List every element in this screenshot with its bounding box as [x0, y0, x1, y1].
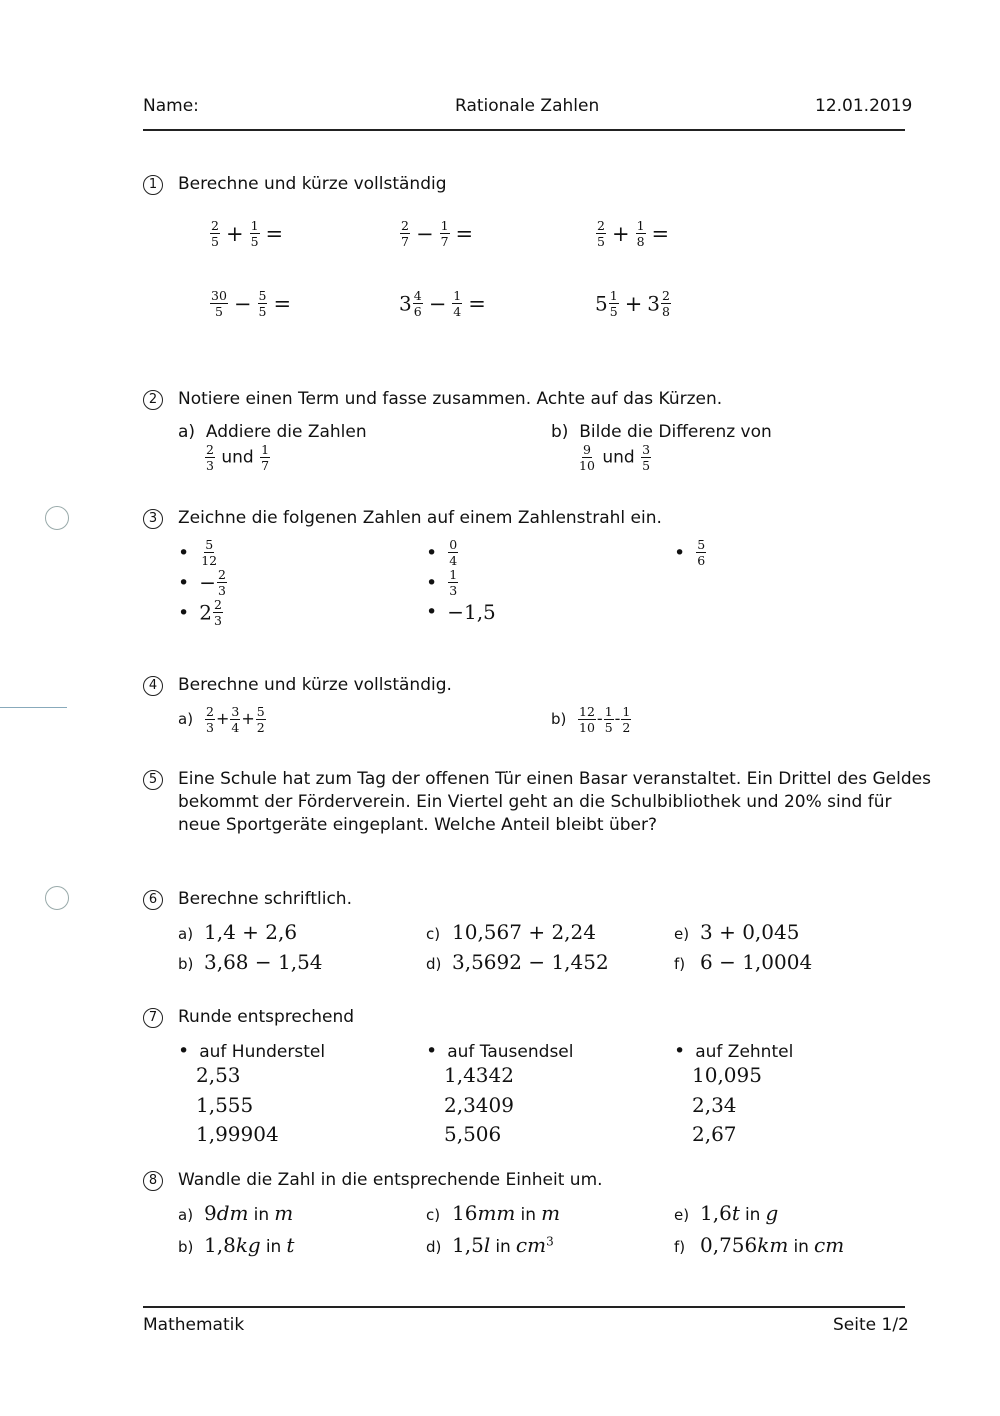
fraction: $\frac{4}{6}$ — [413, 288, 422, 320]
task-7-col-1-value: 1,99904 — [196, 1122, 279, 1146]
fraction: $\frac{2}{5}$ — [211, 218, 219, 250]
task-6-instruction: Berechne schriftlich. — [178, 889, 352, 909]
fraction: $\frac{5}{12}$ — [201, 537, 218, 569]
list-item: • $\frac{0}{4}$ — [426, 537, 458, 569]
task-8f: f) 0,756km in cm — [674, 1233, 845, 1257]
task-8a: a) 9dm in m — [178, 1201, 294, 1225]
task-4-instruction: Berechne und kürze vollständig. — [178, 675, 452, 695]
fraction: $\frac{1}{3}$ — [449, 567, 458, 599]
task-8e: e) 1,6t in g — [674, 1201, 779, 1225]
footer-divider — [143, 1306, 905, 1308]
task-4a: a) $\frac{2}{3}$ + $\frac{3}{4}$ + $\frac{5}{2}$ — [178, 704, 265, 736]
list-item: • $\frac{1}{3}$ — [426, 567, 458, 599]
task-7-col-2-value: 1,4342 — [444, 1063, 514, 1087]
task-7-col-3-value: 2,67 — [692, 1122, 737, 1146]
fraction: $\frac{9}{10}$ — [579, 442, 595, 474]
fraction: $\frac{1}{4}$ — [453, 288, 462, 320]
header-date: 12.01.2019 — [815, 96, 913, 116]
task-number-3: 3 — [143, 509, 163, 529]
fraction: $\frac{12}{10}$ — [579, 704, 595, 736]
task-number-8: 8 — [143, 1171, 163, 1191]
task-2b: b) Bilde die Differenz von — [551, 422, 772, 442]
task-6c: c) 10,567 + 2,24 — [426, 920, 596, 944]
task-3-instruction: Zeichne die folgenen Zahlen auf einem Zahlenstrahl ein. — [178, 508, 662, 528]
task-5-line-3: neue Sportgeräte eingeplant. Welche Anteil bleibt über? — [178, 815, 658, 835]
punch-hole-bottom — [45, 886, 69, 910]
footer-subject: Mathematik — [143, 1315, 245, 1335]
task-7-col-3-value: 2,34 — [692, 1093, 737, 1117]
task-number-2: 2 — [143, 390, 163, 410]
fraction: $\frac{2}{7}$ — [401, 218, 409, 250]
task-6f: f) 6 − 1,0004 — [674, 950, 813, 974]
fraction: $\frac{2}{3}$ — [217, 567, 226, 599]
expr-1d: $\frac{30}{5}$ − $\frac{5}{5}$ = — [211, 288, 292, 320]
punch-hole-top — [45, 506, 69, 530]
footer-page: Seite 1/2 — [833, 1315, 909, 1335]
fraction: $\frac{2}{3}$ — [206, 442, 214, 474]
task-2a-numbers: $\frac{2}{3}$ und $\frac{1}{7}$ — [206, 442, 270, 474]
expr-1e: 3 $\frac{4}{6}$ − $\frac{1}{4}$ = — [399, 288, 486, 320]
task-7-col-2-heading: • auf Tausendsel — [426, 1040, 574, 1062]
fraction: $\frac{1}{5}$ — [609, 288, 618, 320]
task-number-7: 7 — [143, 1008, 163, 1028]
fraction: $\frac{2}{3}$ — [213, 597, 222, 629]
task-2-instruction: Notiere einen Term und fasse zusammen. Achte auf das Kürzen. — [178, 389, 723, 409]
task-7-instruction: Runde entsprechend — [178, 1007, 355, 1027]
header-divider — [143, 129, 905, 131]
fraction: $\frac{3}{4}$ — [231, 704, 240, 736]
list-item: • $\frac{5}{12}$ — [178, 537, 218, 569]
task-number-4: 4 — [143, 676, 163, 696]
task-number-5: 5 — [143, 770, 163, 790]
fraction: $\frac{1}{2}$ — [622, 704, 631, 736]
task-2a: a) Addiere die Zahlen — [178, 422, 367, 442]
task-7-col-3-heading: • auf Zehntel — [674, 1040, 794, 1062]
task-number-1: 1 — [143, 175, 163, 195]
task-6b: b) 3,68 − 1,54 — [178, 950, 323, 974]
task-8d: d) 1,5l in $cm^3$ — [426, 1233, 554, 1257]
fraction: $\frac{5}{6}$ — [697, 537, 706, 569]
task-6d: d) 3,5692 − 1,452 — [426, 950, 609, 974]
task-1-instruction: Berechne und kürze vollständig — [178, 174, 447, 194]
fold-mark — [0, 707, 67, 708]
fraction: $\frac{1}{8}$ — [636, 218, 645, 250]
list-item: • − $\frac{2}{3}$ — [178, 567, 226, 599]
fraction: $\frac{1}{7}$ — [440, 218, 449, 250]
fraction: $\frac{1}{7}$ — [261, 442, 270, 474]
task-8b: b) 1,8kg in t — [178, 1233, 295, 1257]
task-5-line-1: Eine Schule hat zum Tag der offenen Tür einen Basar veranstaltet. Ein Drittel des Geldes — [178, 769, 931, 789]
task-7-col-1-value: 1,555 — [196, 1093, 254, 1117]
task-8c: c) 16mm in m — [426, 1201, 561, 1225]
task-4b: b) $\frac{12}{10}$ - $\frac{1}{5}$ - $\frac{1}{2}$ — [551, 704, 631, 736]
task-2b-numbers: $\frac{9}{10}$ und $\frac{3}{5}$ — [579, 442, 651, 474]
header-title: Rationale Zahlen — [455, 96, 600, 116]
task-number-6: 6 — [143, 890, 163, 910]
fraction: $\frac{2}{8}$ — [662, 288, 670, 320]
task-7-col-2-value: 2,3409 — [444, 1093, 514, 1117]
list-item: • −1,5 — [426, 600, 496, 624]
list-item: • 2 $\frac{2}{3}$ — [178, 597, 222, 629]
task-7-col-1-heading: • auf Hunderstel — [178, 1040, 326, 1062]
fraction: $\frac{30}{5}$ — [211, 288, 227, 320]
task-5-line-2: bekommt der Förderverein. Ein Viertel geht an die Schulbibliothek und 20% sind für — [178, 792, 892, 812]
fraction: $\frac{1}{5}$ — [250, 218, 259, 250]
fraction: $\frac{1}{5}$ — [604, 704, 613, 736]
fraction: $\frac{3}{5}$ — [642, 442, 651, 474]
header-name-label: Name: — [143, 96, 199, 116]
list-item: • $\frac{5}{6}$ — [674, 537, 706, 569]
task-7-col-3-value: 10,095 — [692, 1063, 762, 1087]
expr-1c: $\frac{2}{5}$ + $\frac{1}{8}$ = — [597, 218, 670, 250]
task-7-col-1-value: 2,53 — [196, 1063, 241, 1087]
expr-1b: $\frac{2}{7}$ − $\frac{1}{7}$ = — [401, 218, 474, 250]
task-6e: e) 3 + 0,045 — [674, 920, 800, 944]
fraction: $\frac{5}{5}$ — [258, 288, 267, 320]
fraction: $\frac{0}{4}$ — [449, 537, 458, 569]
task-8-instruction: Wandle die Zahl in die entsprechende Einheit um. — [178, 1170, 603, 1190]
task-6a: a) 1,4 + 2,6 — [178, 920, 298, 944]
task-7-col-2-value: 5,506 — [444, 1122, 502, 1146]
fraction: $\frac{2}{5}$ — [597, 218, 605, 250]
fraction: $\frac{5}{2}$ — [256, 704, 265, 736]
expr-1a: $\frac{2}{5}$ + $\frac{1}{5}$ = — [211, 218, 284, 250]
expr-1f: 5 $\frac{1}{5}$ + 3 $\frac{2}{8}$ — [595, 288, 670, 320]
fraction: $\frac{2}{3}$ — [206, 704, 214, 736]
